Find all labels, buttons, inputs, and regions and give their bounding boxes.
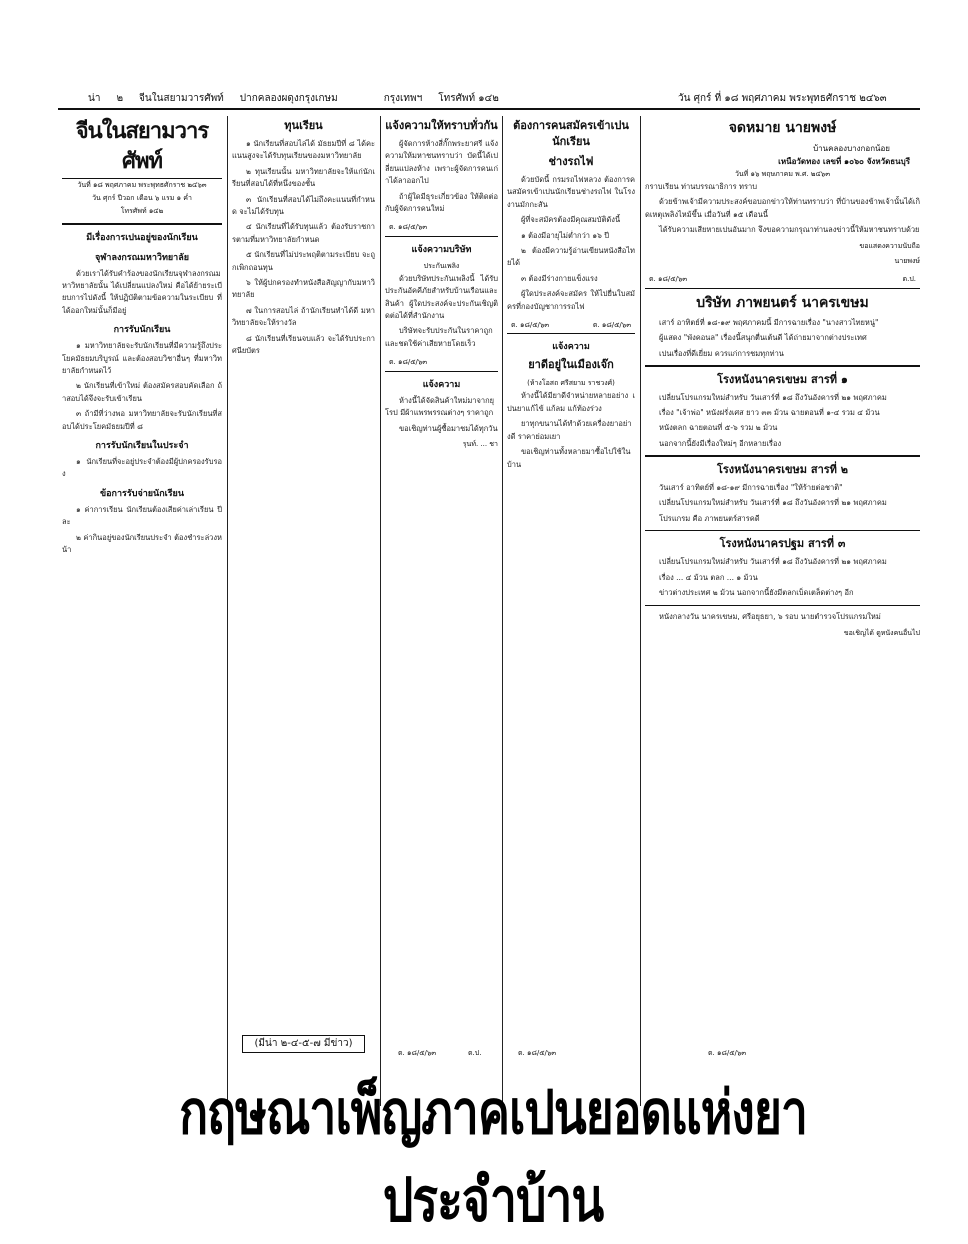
city: กรุงเทพฯ: [383, 93, 423, 104]
column-scholarship: [232, 116, 375, 1106]
paragraph: ห้างนี้ได้มียาดีจำหน่ายหลายอย่าง เปนยาแก้ไข้ แก้ลม แก้ท้องร่วง: [507, 391, 635, 413]
paragraph: ด้วยเราได้รับคำร้องของนักเรียนจุฬาลงกรณมหาวิทยาลัยนั้น ได้เปลี่ยนแปลงใหม่ คือได้ย้ายระเบียบการไปดังนี้ ให้ปฏิบัติตามข้อความในระเบียบ ที่ได้ออกใหม่นั้นก็มีอยู่: [62, 268, 222, 315]
paragraph: ๘ นักเรียนที่เรียนจบแล้ว จะได้รับประกาศนียบัตร: [232, 333, 375, 356]
letter-signer: นายพงษ์: [894, 257, 920, 266]
section-heading: ข้อการรับจ่ายนักเรียน: [100, 488, 184, 499]
paragraph: ได้รับความเสียหายเปนอันมาก จึงขอความกรุณาท่านลงข่าวนี้ให้มหาชนทราบด้วย: [659, 225, 920, 235]
paragraph: ผู้แสดง "พังคอนล" เรื่องนี้สนุกตื่นเต้นดี ได้ถ่ายมาจากต่างประเทศ: [659, 333, 867, 343]
page-number: ๒: [116, 93, 124, 104]
column-divider: [227, 116, 228, 1106]
section-heading: การรับนักเรียนในประจำ: [95, 440, 189, 451]
newspaper-page: [58, 88, 920, 1236]
theater-2-title: โรงหนังนาครเขษม สารที่ ๒: [716, 462, 849, 476]
divider: [645, 605, 920, 607]
paragraph: เปนเรื่องที่ดีเยี่ยม ควรแก่การชมทุกท่าน: [659, 348, 784, 358]
dateline: ต. ๑๘/๕/๖๓ ต. ๑๘/๕/๖๓: [507, 317, 635, 334]
railway-subtitle: ช่างรถไฟ: [548, 155, 594, 168]
paragraph: ๓ ต้องมีร่างกายแข็งแรง: [521, 273, 598, 283]
advertisement-banner: กฤษณาเพ็ญภาคเปนยอดแห่งยาประจำบ้าน: [179, 1078, 807, 1236]
masthead-sub-3: โทรศัพท์ ๑๔๒: [120, 207, 164, 215]
footer-sign: ขอเชิญได้ ดูหนังคนอื่นไป: [843, 628, 920, 637]
theater-line: เปลี่ยนโปรแกรมใหม่สำหรับ วันเสาร์ที่ ๑๘ ถึงวันอังคารที่ ๒๑ พฤศภาคม: [659, 498, 887, 508]
signature: รุนท์. ... ชา: [462, 439, 498, 448]
paragraph: ๒ นักเรียนที่เข้าใหม่ ต้องสมัครสอบคัดเลือก ถ้าสอบได้จึงจะรับเข้าเรียน: [62, 381, 222, 403]
notice-title: แจ้งความให้ทราบทั่วกัน: [385, 119, 498, 132]
paragraph: ๑ มหาวิทยาลัยจะรับนักเรียนที่มีความรู้ถึงประโยคมัธยมบริบูรณ์ และต้องสอบวิชาอื่นๆ ที่มหาวิทยาลัยกำหนดไว้: [62, 341, 222, 375]
theater-line: เรื่อง ... ๔ ม้วน ตลก ... ๑ ม้วน: [659, 572, 758, 582]
paragraph: ผู้ใดประสงค์จะสมัคร ให้ไปยื่นใบสมัครที่กองบัญชาการรถไฟ: [507, 289, 635, 311]
column-notices: [385, 116, 498, 1106]
paragraph: ๗ ในการสอบไล่ ถ้านักเรียนทำได้ดี มหาวิทยาลัยจะให้รางวัล: [232, 305, 375, 328]
theater-line: หนังตลก ฉายตอนที่ ๕-๖ รวม ๒ ม้วน: [659, 423, 778, 433]
letter-title: จดหมาย นายพงษ์: [728, 120, 837, 136]
notice2-title: แจ้งความ: [422, 379, 461, 390]
paragraph: เสาร์ อาทิตย์ที่ ๑๘-๑๙ พฤศภาคมนี้ มีการฉายเรื่อง "นางสาวไทยหนู่": [659, 317, 879, 327]
dateline: ต. ๑๘/๕/๖๓: [518, 1049, 557, 1057]
masthead-sub-2: วัน ศุกร์ ปีวอก เดือน ๖ แรม ๑ ค่ำ: [92, 194, 192, 202]
column-divider: [380, 116, 381, 1106]
page-header: [58, 88, 920, 106]
dateline: ต. ๑๘/๕/๖๓ ต.ป.: [645, 271, 920, 288]
letter-address-2: เหนือวัดทอง เลขที่ ๑๐๖๐ จังหวัดธนบุรี: [778, 157, 910, 166]
divider: [645, 530, 920, 532]
paragraph: ขอเชิญท่านผู้ซื้อมาชมได้ทุกวัน: [399, 423, 498, 433]
theater-line: โปรแกรม คือ ภาพยนตร์สารคดี: [659, 513, 760, 523]
header-rule: [58, 108, 920, 110]
paragraph: ด้วยข้าพเจ้ามีความประสงค์ขอบอกข่าวให้ท่านทราบว่า ที่บ้านของข้าพเจ้านั้นได้เกิดเหตุเพลิงไหม้ขึ้น เมื่อวันที่ ๑๕ เดือนนี้: [645, 197, 920, 219]
column-railway: [507, 116, 635, 1106]
medicine-subtitle: ยาดีอยู่ในเมืองเจ๊ก: [528, 358, 614, 372]
paragraph: ๕ นักเรียนที่ไม่ประพฤติตามระเบียบ จะถูกเพิกถอนทุน: [232, 250, 375, 272]
section-heading: การรับนักเรียน: [113, 325, 171, 336]
paragraph: ถ้าผู้ใดมีธุระเกี่ยวข้อง ให้ติดต่อกับผู้จัดการคนใหม่: [385, 191, 498, 214]
issue-date: วัน ศุกร์ ที่ ๑๘ พฤศภาคม พระพุทธศักราช ๒๔๖๓: [678, 93, 887, 104]
letter-signoff: ขอแสดงความนับถือ: [859, 241, 920, 250]
paragraph: ๑ ค่าการเรียน นักเรียนต้องเสียค่าเล่าเรียน ปีละ: [62, 504, 222, 527]
dateline: ต. ๑๘/๕/๖๓: [708, 1049, 747, 1057]
scholarship-title: ทุนเรียน: [284, 119, 323, 132]
paragraph: ๒ ต้องมีความรู้อ่านเขียนหนังสือไทยได้: [507, 246, 635, 268]
paragraph: ๑ นักเรียนที่สอบไล่ได้ มัธยมปีที่ ๘ ได้คะแนนสูงจะได้รับทุนเรียนของมหาวิทยาลัย: [232, 139, 375, 161]
paragraph: ผู้จัดการห้างสี่กั๊กพระยาศรี แจ้งความให้มหาชนทราบว่า บัดนี้ได้เปลี่ยนแปลงห้าง เพราะผู้จัดการคนเก่าได้ลาออกไป: [385, 139, 498, 186]
railway-title: ต้องการคนสมัครเข้าเปนนักเรียน: [513, 119, 629, 148]
paragraph: ๒ ค่ากินอยู่ของนักเรียนประจำ ต้องชำระล่วงหน้า: [62, 532, 222, 554]
paragraph: ด้วยบัดนี้ กรมรถไฟหลวง ต้องการคนสมัครเข้าเปนนักเรียนช่างรถไฟ ในโรงงานมักกะสัน: [507, 175, 635, 209]
continued-note: (มีน่า ๒-๔-๕-๗ มีข่าว): [242, 1035, 365, 1053]
editorial-headline: มีเรื่องการเปนอยู่ของนักเรียน: [86, 232, 198, 243]
paragraph: ขอเชิญท่านทั้งหลายมาซื้อไปใช้ในบ้าน: [507, 447, 631, 469]
column-letters-cinema: [645, 116, 920, 1106]
publisher: ปากคลองผดุงกรุงเกษม: [239, 93, 338, 104]
paragraph: ๑ ต้องมีอายุไม่ต่ำกว่า ๑๖ ปี: [521, 230, 610, 240]
medicine-title: แจ้งความ: [552, 342, 590, 353]
paragraph: ๓ นักเรียนที่สอบได้ไม่ถึงคะแนนที่กำหนด จะไม่ได้รับทุน: [232, 194, 375, 217]
theater-line: วันเสาร์ อาทิตย์ที่ ๑๘-๑๙ มีการฉายเรื่อง "ให้ร้ายต่อชาติ": [659, 482, 843, 492]
insurance-subtitle: ประกันเพลิง: [423, 261, 460, 270]
theater-line: นอกจากนี้ยังมีเรื่องใหม่ๆ อีกหลายเรื่อง: [659, 438, 782, 448]
paragraph: ๒ ทุนเรียนนั้น มหาวิทยาลัยจะให้แก่นักเรียนที่สอบได้ที่หนึ่งของชั้น: [232, 166, 375, 189]
paragraph: ๓ ถ้ามีที่ว่างพอ มหาวิทยาลัยจะรับนักเรียนที่สอบได้ประโยคมัธยมปีที่ ๘: [62, 409, 222, 431]
paragraph: ห้างนี้ได้จัดสินค้าใหม่มาจากยุโรป มีผ้าแพรพรรณต่างๆ ราคาถูก: [385, 395, 495, 418]
insurance-title: แจ้งความบริษัท: [411, 244, 472, 255]
divider: [645, 365, 920, 367]
theater-line: ข่าวต่างประเทศ ๒ ม้วน นอกจากนี้ยังมีตลกเบ็ดเตล็ดต่างๆ อีก: [659, 588, 854, 598]
paragraph: ด้วยบริษัทประกันเพลิงนี้ ได้รับประกันอัคคีภัยสำหรับบ้านเรือนและสินค้า ผู้ใดประสงค์จะประกันเชิญติดต่อได้ที่สำนักงาน: [385, 273, 498, 321]
theater-line: เปลี่ยนโปรแกรมใหม่สำหรับ วันเสาร์ที่ ๑๘ ถึงวันอังคารที่ ๒๑ พฤศภาคม: [659, 557, 887, 567]
footer-line: หนังกลางวัน นาครเขษม, ศรีอยุธยา, ๖ รอบ นายตำรวจโปรแกรมใหม่: [659, 612, 881, 622]
phone: โทรศัพท์ ๑๔๒: [438, 93, 499, 104]
theater-line: เรื่อง "เจ้าพ่อ" หนังฝรั่งเศส ยาว ๓๓ ม้วน ฉายตอนที่ ๑-๔ รวม ๔ ม้วน: [659, 407, 880, 417]
page-label: น่า: [88, 93, 101, 104]
column-divider: [640, 116, 641, 1106]
letter-salutation: กราบเรียน ท่านบรรณาธิการ ทราบ: [645, 182, 757, 191]
paragraph: ยาทุกขนานได้ทำด้วยเครื่องยาอย่างดี ราคาย่อมเยา: [507, 419, 632, 441]
paragraph: บริษัทจะรับประกันในราคาถูก และชดใช้ค่าเสียหายโดยเร็ว: [385, 326, 493, 348]
paragraph: ๔ นักเรียนที่ได้รับทุนแล้ว ต้องรับราชการตามที่มหาวิทยาลัยกำหนด: [232, 222, 375, 244]
paragraph: ๑ นักเรียนที่จะอยู่ประจำต้องมีผู้ปกครองรับรอง: [62, 456, 222, 479]
medicine-note: (ห้างโอสถ ศรีสยาม ราชวงศ์): [527, 379, 615, 388]
paragraph: ผู้ที่จะสมัครต้องมีคุณสมบัติดังนี้: [521, 215, 621, 225]
letter-date: วันที่ ๑๖ พฤษภาคม พ.ศ. ๒๔๖๓: [734, 170, 831, 178]
editorial-subheadline: จุฬาลงกรณมหาวิทยาลัย: [94, 252, 190, 263]
letter-address-1: บ้านคลองบางกอกน้อย: [813, 144, 890, 153]
theater-3-title: โรงหนังนาครปฐม สารที่ ๓: [719, 537, 846, 551]
column-divider: [502, 116, 503, 1106]
dateline: ต.ป.: [468, 1049, 482, 1057]
dateline: ต. ๑๘/๕/๖๓: [385, 354, 498, 371]
theater-1-title: โรงหนังนาครเขษม สารที่ ๑: [717, 372, 848, 386]
dateline: ต. ๑๘/๕/๖๓: [398, 1049, 437, 1057]
paragraph: ๖ ให้ผู้ปกครองทำหนังสือสัญญากับมหาวิทยาลัย: [232, 278, 375, 300]
cinema-company-title: บริษัท ภาพยนตร์ นาครเขษม: [696, 294, 869, 311]
masthead: จีนในสยามวารศัพท์: [62, 116, 222, 179]
dateline: ต. ๑๘/๕/๖๓: [385, 219, 498, 236]
paper-name: จีนในสยามวารศัพท์: [139, 93, 224, 104]
masthead-sub-1: วันที่ ๑๘ พฤศภาคม พระพุทธศักราช ๒๔๖๓: [77, 181, 207, 189]
theater-line: เปลี่ยนโปรแกรมใหม่สำหรับ วันเสาร์ที่ ๑๘ ถึงวันอังคารที่ ๒๑ พฤศภาคม: [659, 392, 887, 402]
column-editorial: [62, 116, 222, 1106]
divider: [62, 223, 222, 225]
divider: [645, 455, 920, 457]
